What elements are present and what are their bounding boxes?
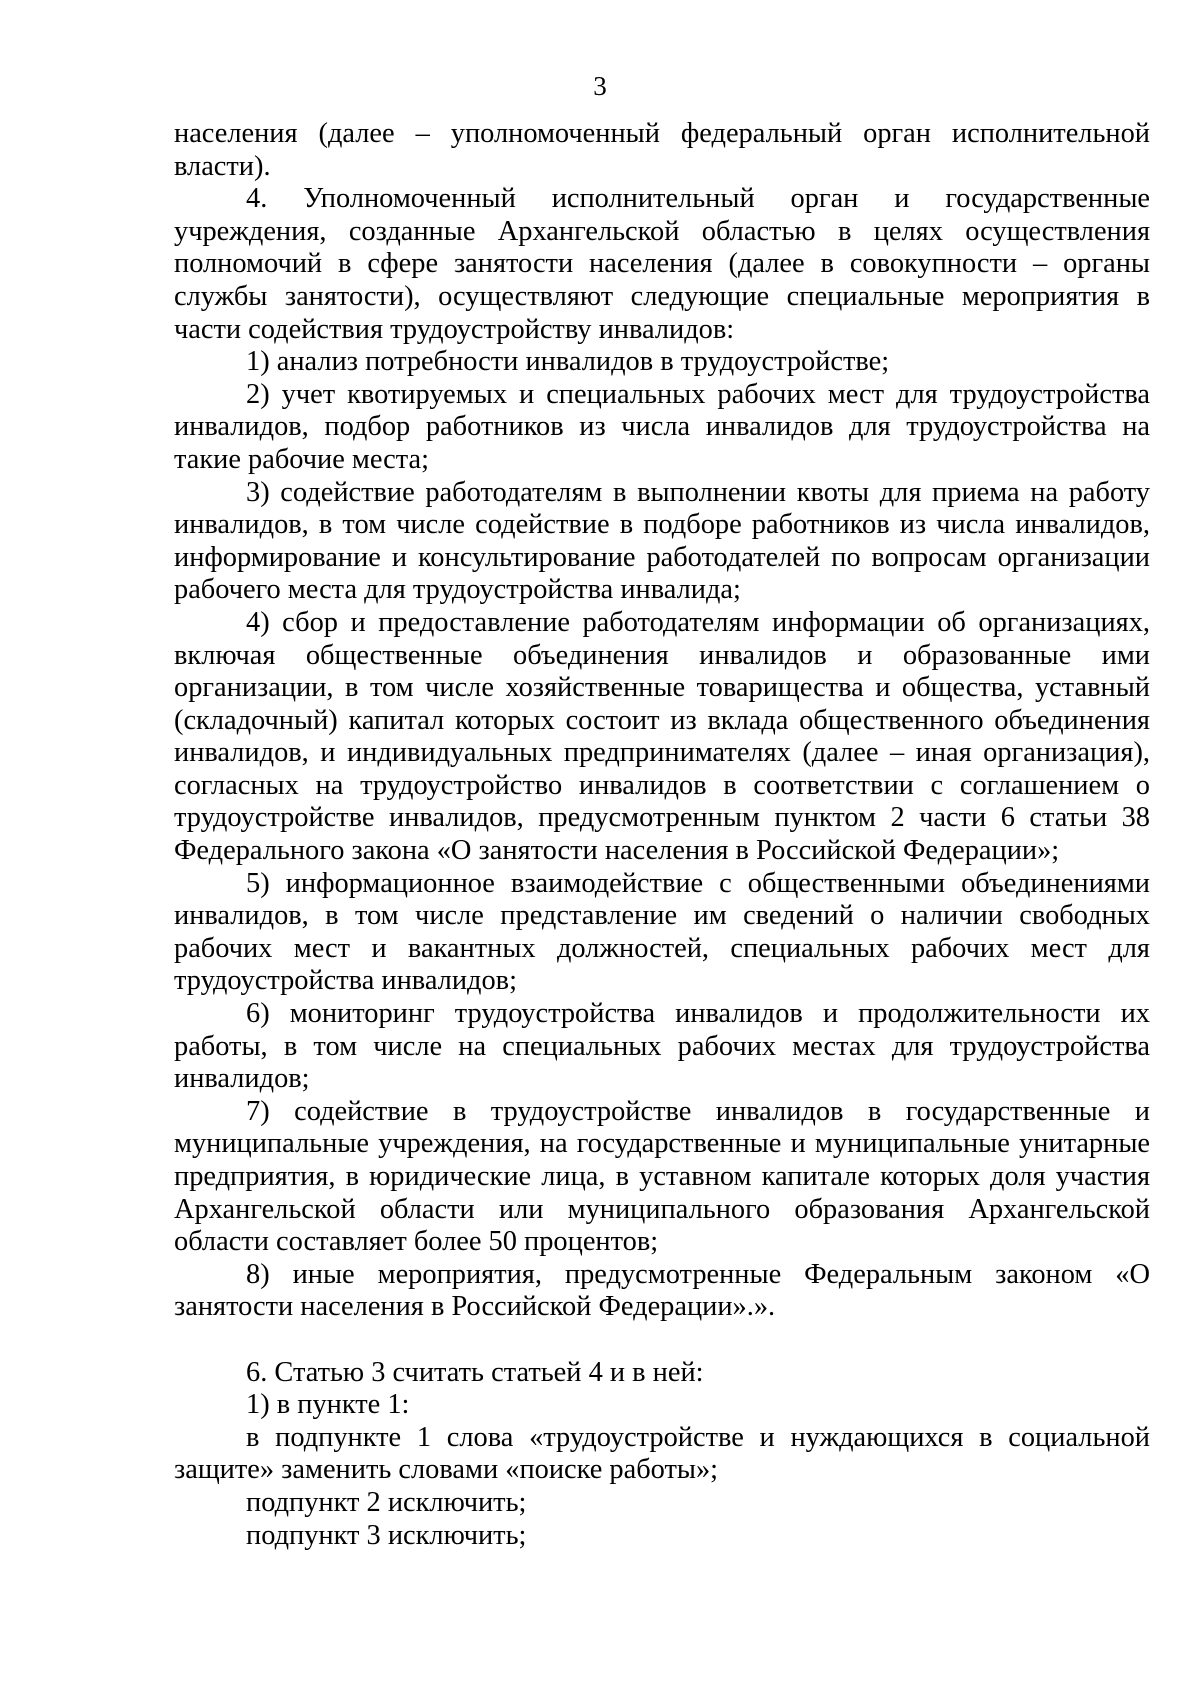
paragraph-item-6: 6. Статью 3 считать статьей 4 и в ней: [246, 1356, 704, 1388]
list-item-6: 6) мониторинг трудоустройства инвалидов и продолжительности их работы, в том числе на специальных рабочих местах для трудоустройства инвалидов; [174, 998, 1150, 1095]
list-item-4: 4) сбор и предоставление работодателям информации об организациях, включая общественные объединения инвалидов и образованные ими организации, в том числе хозяйственные товарищества и общества, уставный (складочный) капитал которых состоит из вклада общественного объединения инвалидов, и индивидуальных предпринимателях (далее – иная организация), согласных на трудоустройство инвалидов в соответствии с соглашением о трудоустройстве инвалидов, предусмотренным пунктом 2 части 6 статьи 38 Федерального закона «О занятости населения в Российской Федерации»; [174, 606, 1150, 867]
list-item-8: 8) иные мероприятия, предусмотренные Федеральным законом «О занятости населения в Российской Федерации».». [174, 1258, 1150, 1323]
subitem-text-2: подпункт 2 исключить; [246, 1486, 527, 1518]
list-item-5: 5) информационное взаимодействие с общественными объединениями инвалидов, в том числе представление им сведений о наличии свободных рабочих мест и вакантных должностей, специальных рабочих мест для трудоустройства инвалидов; [174, 867, 1150, 997]
paragraph-gap [174, 1324, 1150, 1357]
paragraph-continuation: населения (далее – уполномоченный федеральный орган исполнительной власти). [174, 118, 1150, 182]
list-item-7: 7) содействие в трудоустройстве инвалидов в государственные и муниципальные учреждения, на государственные и муниципальные унитарные предприятия, в юридические лица, в уставном капитале которых доля участия Архангельской области или муниципального образования Архангельской области составляет более 50 процентов; [174, 1095, 1150, 1258]
paragraph-item-4: 4. Уполномоченный исполнительный орган и государственные учреждения, созданные Архангельской областью в целях осуществления полномочий в сфере занятости населения (далее в совокупности – органы службы занятости), осуществляют следующие специальные мероприятия в части содействия трудоустройству инвалидов: [174, 183, 1150, 345]
subitem-text-1: в подпункте 1 слова «трудоустройстве и нуждающихся в социальной защите» заменить словами «поиске работы»; [174, 1421, 1150, 1486]
list-item-2: 2) учет квотируемых и специальных рабочих мест для трудоустройства инвалидов, подбор работников из числа инвалидов для трудоустройства на такие рабочие места; [174, 378, 1150, 475]
list-item-3: 3) содействие работодателям в выполнении квоты для приема на работу инвалидов, в том числе содействие в подборе работников из числа инвалидов, информирование и консультирование работодателей по вопросам организации рабочего места для трудоустройства инвалида; [174, 476, 1150, 606]
document-body [174, 118, 1150, 1552]
subitem-1: 1) в пункте 1: [246, 1389, 410, 1421]
subitem-text-3: подпункт 3 исключить; [246, 1519, 527, 1551]
page-number: 3 [593, 71, 607, 101]
list-item-1: 1) анализ потребности инвалидов в трудоустройстве; [246, 346, 890, 378]
